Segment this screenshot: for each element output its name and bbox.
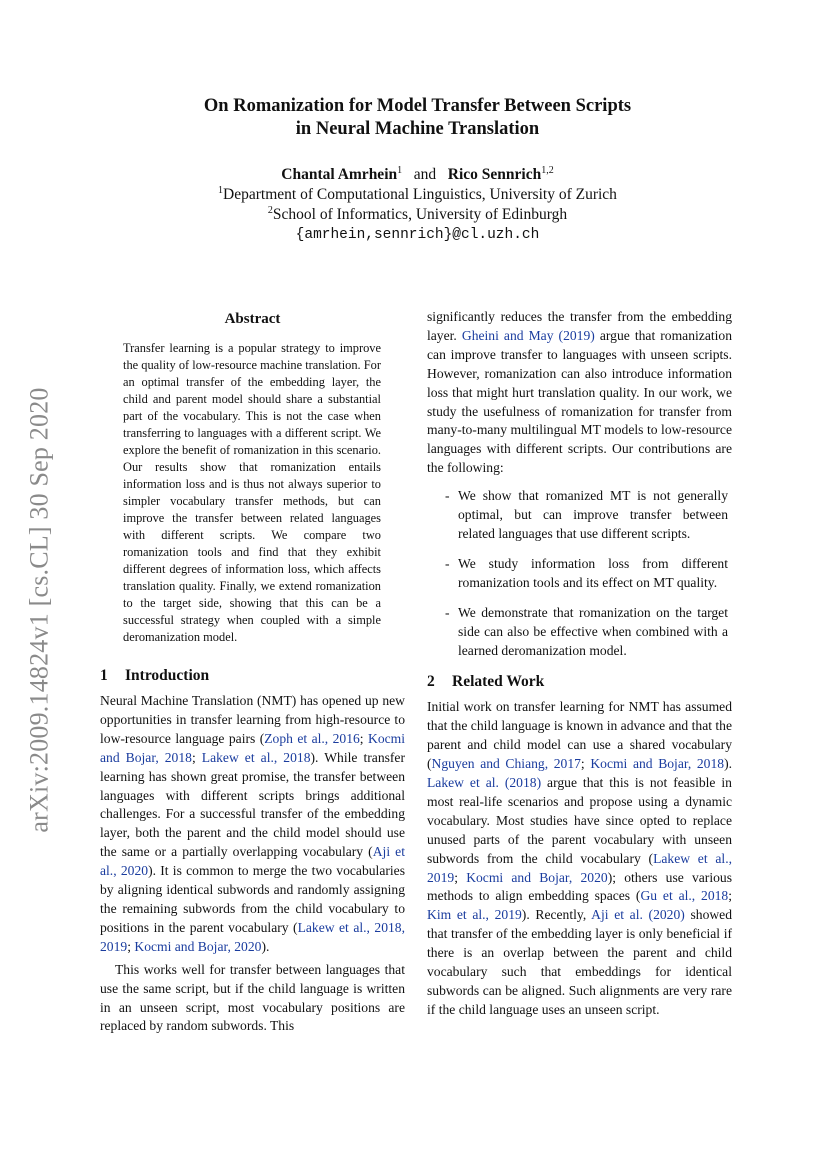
paper-title: [100, 95, 735, 141]
bullet-dash: -: [445, 488, 450, 504]
text-run: ); others use various methods to align embedding spaces (: [427, 869, 732, 904]
citation-link[interactable]: Kocmi and Bojar, 2018: [590, 756, 725, 772]
bullet-dash: -: [445, 555, 450, 571]
citation-link[interactable]: Aji et al., 2020: [100, 844, 405, 879]
text-run: ;: [728, 888, 733, 904]
text-run: ;: [454, 869, 467, 885]
list-item-text: We demonstrate that romanization on the target side can also be effective when combined with a learned deromanization model.: [458, 604, 728, 658]
affil-mark: 1: [218, 184, 224, 196]
text-run: Neural Machine Translation (NMT) has opened up new opportunities in transfer learning from high-resource to low-resource language pairs (: [100, 693, 405, 746]
intro-paragraph-1: [100, 692, 405, 957]
title-line-1: On Romanization for Model Transfer Between Scripts: [203, 96, 632, 116]
bullet-dash: -: [445, 604, 450, 620]
title-line-2: in Neural Machine Translation: [295, 119, 540, 139]
intro-paragraph-2-continued: [427, 308, 732, 478]
citation-link[interactable]: Aji et al. (2020): [591, 907, 685, 923]
intro-paragraph-2: This works well for transfer between languages that use the same script, but if the child language is written in an unseen script, most vocabulary positions are replaced by random subwords. This: [100, 961, 405, 1034]
affil-text: Department of Computational Linguistics, University of Zurich: [223, 186, 617, 203]
text-run: ). Recently,: [521, 907, 592, 923]
text-run: ;: [580, 756, 591, 772]
text-run: argue that romanization can improve transfer to languages with unseen scripts. However, romanization can also introduce information loss that might hurt translation quality. In our work, we study the usefulness of romanization for transfer from many-to-many multilingual MT models to low-resource languages with different scripts. Our contributions are the following:: [427, 327, 733, 476]
text-run: ;: [359, 730, 368, 746]
list-item-text: We study information loss from different romanization tools and its effect on MT quality.: [458, 555, 728, 590]
citation-link[interactable]: Kocmi and Bojar, 2020: [466, 869, 608, 885]
list-item: [427, 555, 732, 593]
author-conjunction: and: [413, 166, 437, 183]
section-heading-introduction: [100, 666, 405, 686]
author-name: Chantal Amrhein: [281, 166, 398, 183]
text-run: ). It is common to merge the two vocabularies by aligning identical subwords and randomly assigning the remaining subwords from the child vocabulary to positions in the parent vocabulary (: [100, 863, 405, 935]
text-run: ).: [724, 756, 732, 772]
text-run: ;: [127, 938, 135, 954]
text-run: showed that transfer of the embedding layer is only beneficial if there is an overlap between the parent and child vocabulary such that embeddings for identical subwords can be aligned. Such alignments are very rare if the child language uses an unseen script.: [427, 907, 733, 1017]
list-item-text: We show that romanized MT is not generally optimal, but can improve transfer between related languages that use different scripts.: [458, 488, 728, 541]
text-run: ;: [191, 749, 202, 765]
author-email[interactable]: {amrhein,sennrich}@cl.uzh.ch: [295, 227, 540, 243]
arxiv-sidebar-stamp: [18, 365, 62, 855]
contributions-list: [427, 487, 732, 660]
abstract-text: Transfer learning is a popular strategy to improve the quality of low-resource machine translation. For an optimal transfer of the embedding layer, the child and parent model should share a substantial part of the vocabulary. This is not the case when transferring to languages with a different script. We explore the benefit of romanization in this scenario. Our results show that romanization entails information loss and is thus not always superior to simpler vocabulary transfer methods, but can improve the transfer between related languages with different scripts. We compare two romanization tools and find that they exhibit different degrees of information loss, which affects translation quality. Finally, we extend romanization to the target side, showing that this can be a successful strategy when coupled with a simple deromanization model.: [123, 341, 381, 644]
list-item: [427, 604, 732, 661]
citation-link[interactable]: Lakew et al., 2019: [427, 850, 732, 885]
title-block: [100, 95, 735, 246]
section-number: 2: [427, 673, 435, 691]
arxiv-identifier[interactable]: arXiv:2009.14824v1 [cs.CL] 30 Sep 2020: [25, 387, 55, 833]
right-column: [427, 308, 732, 1020]
citation-link[interactable]: Lakew et al., 2018: [201, 749, 311, 765]
citation-link[interactable]: Lakew et al. (2018): [427, 775, 542, 791]
section-number: 1: [100, 667, 108, 684]
author-affil-mark: 1: [397, 164, 403, 176]
affiliation-2: [100, 205, 735, 225]
citation-link[interactable]: Kim et al., 2019: [427, 907, 522, 923]
citation-link[interactable]: Gheini and May (2019): [461, 327, 595, 343]
author-line: [100, 165, 735, 185]
text-run: ).: [261, 938, 270, 954]
author-affil-mark: 1,2: [541, 164, 554, 176]
text-run: significantly reduces the transfer from the embedding layer.: [427, 309, 732, 343]
list-item: [427, 487, 732, 544]
citation-link[interactable]: Kocmi and Bojar, 2018: [100, 730, 405, 765]
section-title: Introduction: [125, 667, 210, 684]
citation-link[interactable]: Kocmi and Bojar, 2020: [134, 938, 262, 954]
affil-text: School of Informatics, University of Edinburgh: [272, 206, 568, 223]
text-run: Initial work on transfer learning for NMT has assumed that the child language is known in advance and that the parent and child model can use a shared vocabulary (: [427, 699, 733, 772]
text-run: argue that this is not feasible in most real-life scenarios and propose using a dynamic vocabulary. Most studies have since opted to replace unused parts of the parent vocabulary with unseen subwords from the child vocabulary (: [427, 775, 732, 866]
abstract-heading: Abstract: [224, 311, 281, 327]
related-work-paragraph: [427, 698, 732, 1019]
citation-link[interactable]: Nguyen and Chiang, 2017: [431, 756, 581, 772]
affiliation-1: [100, 185, 735, 205]
citation-link[interactable]: Lakew et al., 2018, 2019: [100, 919, 405, 954]
left-column: [100, 308, 405, 1036]
section-title: Related Work: [452, 673, 545, 691]
text-run: ). While transfer learning has shown great promise, the transfer between languages with different scripts brings additional challenges. For a successful transfer of the embedding layer, both the parent and the child model should use the same or a partially overlapping vocabulary (: [100, 749, 405, 860]
citation-link[interactable]: Gu et al., 2018: [640, 888, 729, 904]
section-heading-related-work: [427, 672, 732, 692]
author-name: Rico Sennrich: [447, 166, 542, 183]
affil-mark: 2: [267, 204, 273, 216]
citation-link[interactable]: Zoph et al., 2016: [264, 730, 360, 746]
